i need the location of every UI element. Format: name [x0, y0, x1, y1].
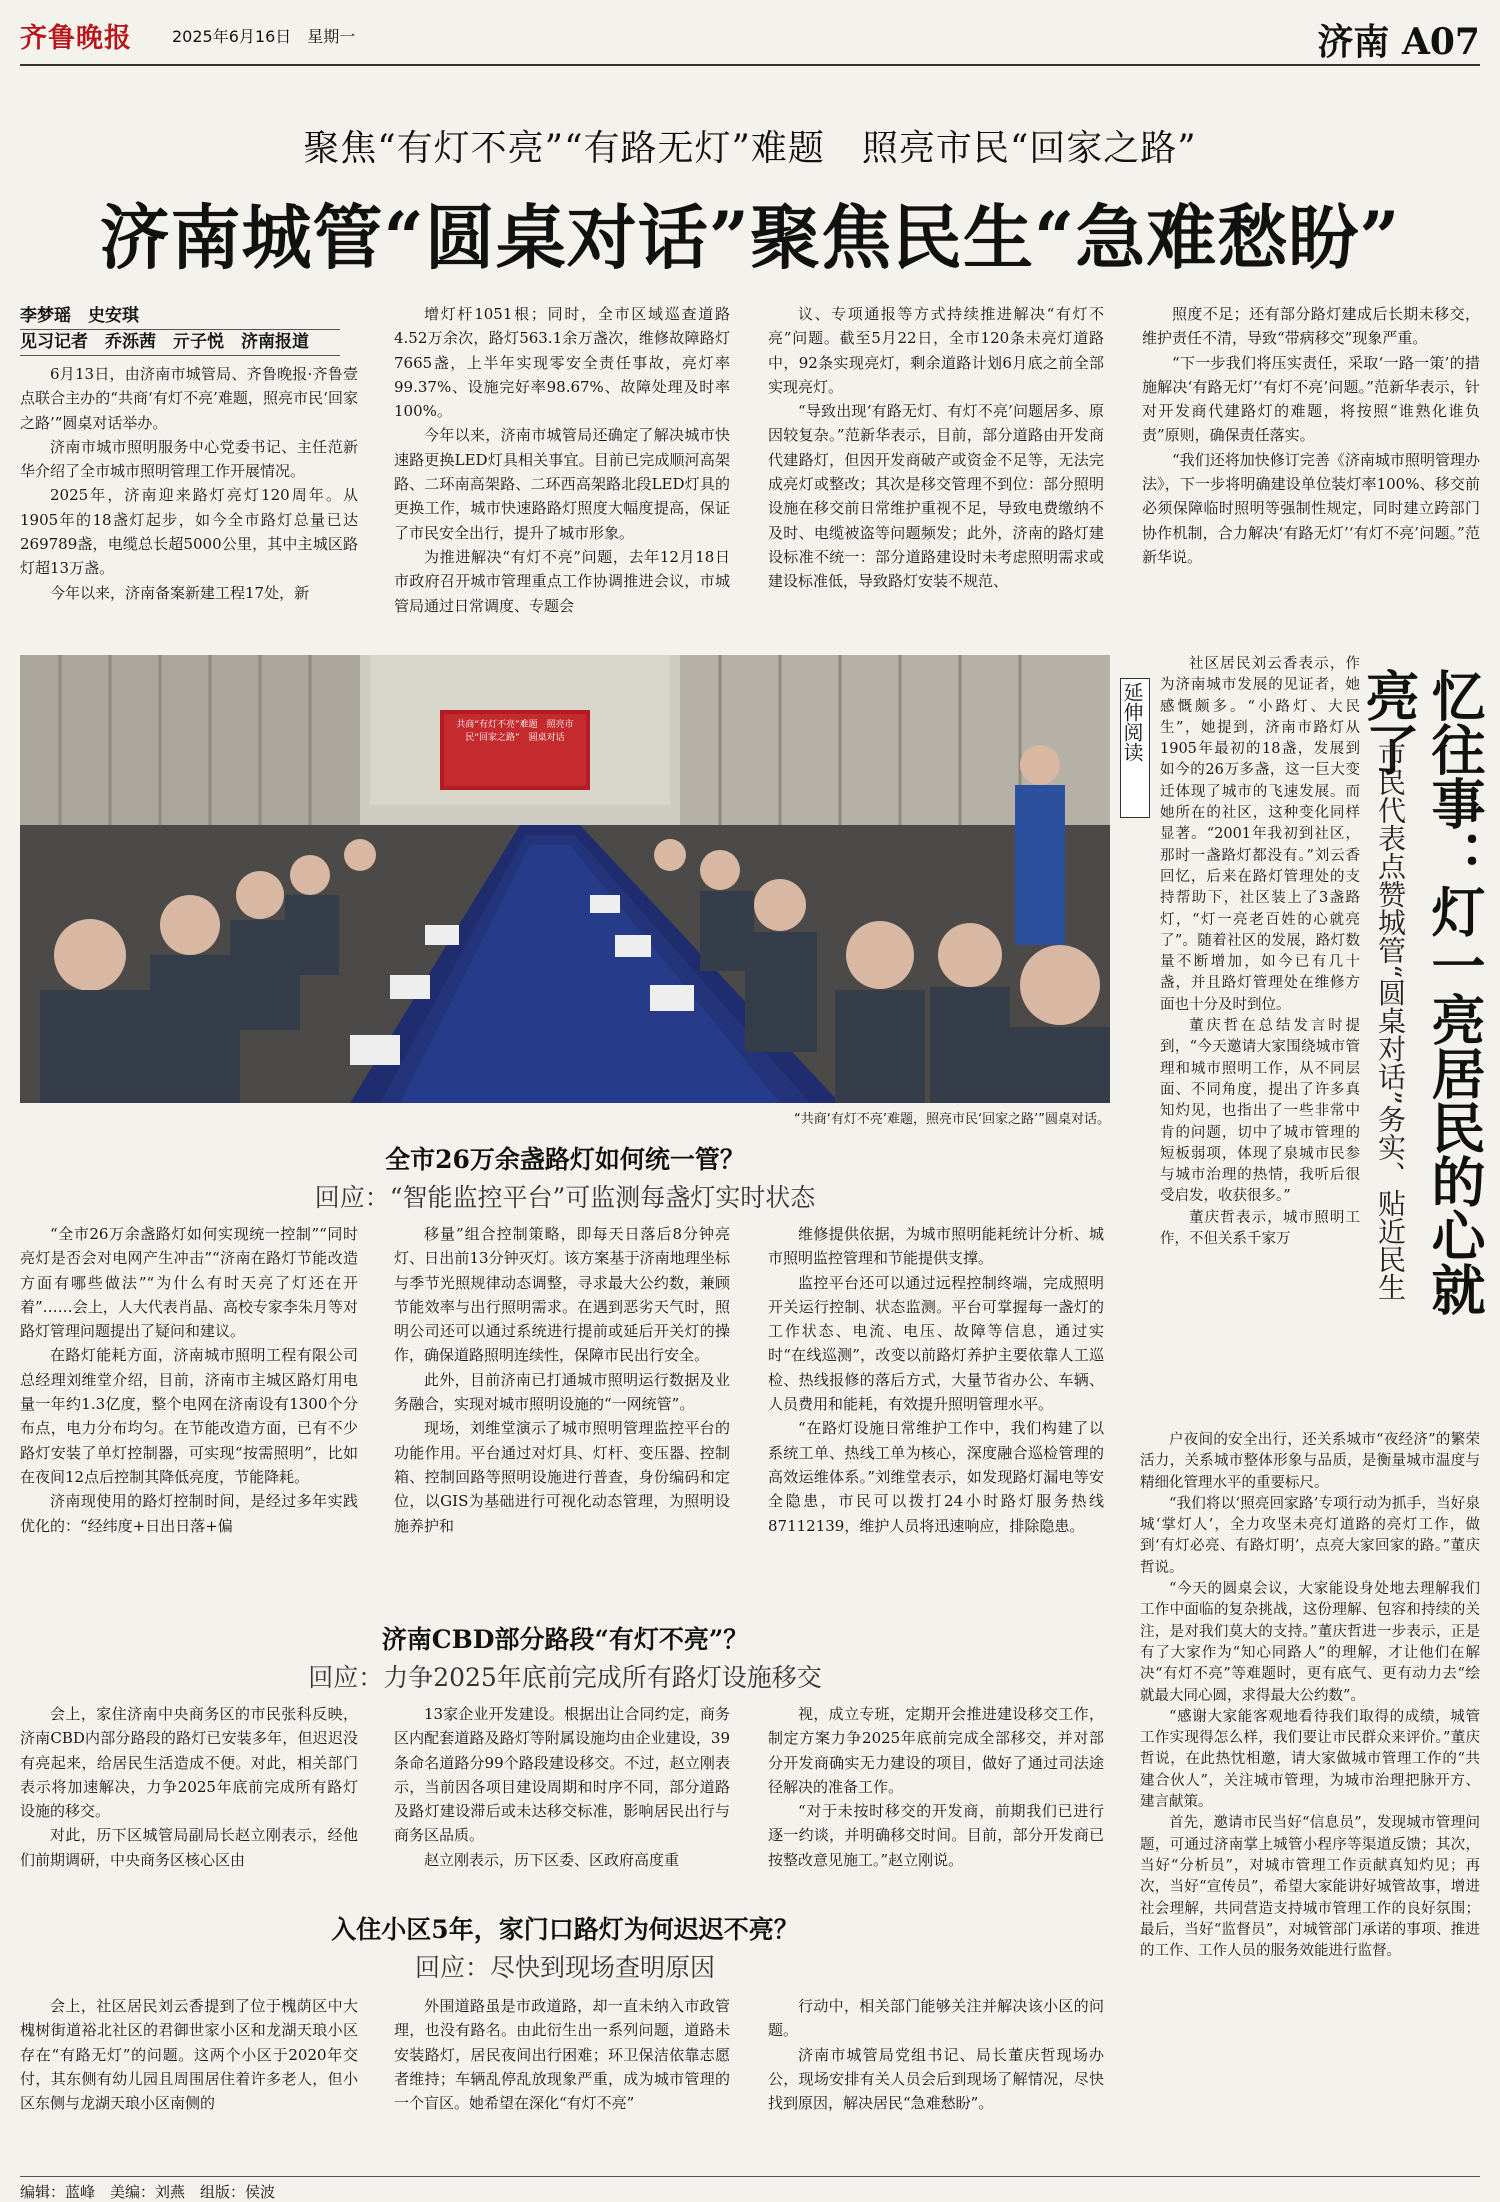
paragraph: 现场，刘维堂演示了城市照明管理监控平台的功能作用。平台通过对灯具、灯杆、变压器、控制箱、控制回路等照明设施进行普查，身份编码和定位，以GIS为基础进行可视化动态管理，为照明设施养护和 — [394, 1419, 730, 1535]
section2-column-1 — [20, 1702, 358, 1902]
intro-column-2 — [394, 302, 730, 647]
headline-title: 济南城管“圆桌对话”聚焦民生“急难愁盼” — [99, 196, 1401, 279]
byline-interns: 见习记者 乔泺茜 亓子悦 济南报道 — [20, 330, 340, 356]
paragraph: “导致出现‘有路无灯、有灯不亮’问题居多、原因较复杂。”范新华表示，目前，部分道路由开发商代建路灯，但因开发商破产或资金不足等，无法完成亮灯或整改；其次是移交管理不到位：部分照明设施在移交前日常维护重视不足，导致电费缴纳不及时、电缆被盗等问题频发；此外，济南的路灯建设标准不统一：部分道路建设时未考虑照明需求或建设标准低，导致路灯安装不规范、 — [768, 402, 1104, 591]
footer-credits: 编辑：蓝峰 美编：刘燕 组版：侯波 — [20, 2176, 1480, 2202]
paragraph: 户夜间的安全出行，还关系城市“夜经济”的繁荣活力，关系城市整体形象与品质，是衡量城市温度与精细化管理水平的重要标尺。 — [1140, 1432, 1480, 1491]
intro-column-4 — [1142, 302, 1480, 647]
paragraph: 6月13日，由济南市城管局、齐鲁晚报·齐鲁壹点联合主办的“共商‘有灯不亮’难题，照亮市民‘回家之路’”圆桌对话举办。 — [20, 365, 358, 432]
paragraph: 增灯杆1051根；同时，全市区域巡查道路4.52万余次，路灯563.1余万盏次，维修故障路灯7665盏，上半年实现零安全责任事故，亮灯率99.37%、设施完好率98.67%、故障处理及时率100%。 — [394, 305, 730, 421]
paragraph: 13家企业开发建设。根据出让合同约定，商务区内配套道路及路灯等附属设施均由企业建设，39条命名道路分99个路段建设移交。不过，赵立刚表示，当前因各项目建设周期和时序不同，部分道路及路灯建设滞后或未达移交标准，影响居民出行与商务区品质。 — [394, 1705, 730, 1845]
paragraph: 会上，家住济南中央商务区的市民张科反映，济南CBD内部分路段的路灯已安装多年，但迟迟没有亮起来，给居民生活造成不便。对此，相关部门表示将加速解决，力争2025年底前完成所有路灯设施的移交。 — [20, 1705, 358, 1821]
paragraph: 此外，目前济南已打通城市照明运行数据及业务融合，实现对城市照明设施的“一网统管”。 — [394, 1370, 730, 1414]
paragraph: 济南现使用的路灯控制时间，是经过多年实践优化的：“经纬度+日出日落+偏 — [20, 1492, 358, 1535]
paragraph: 济南市城管局党组书记、局长董庆哲现场办公，现场安排有关人员会后到现场了解情况，尽快找到原因，解决居民“急难愁盼”。 — [768, 2045, 1104, 2113]
section-page-label: 济南 A07 — [1317, 21, 1480, 63]
paragraph: 维修提供依据，为城市照明能耗统计分析、城市照明监控管理和节能提供支撑。 — [768, 1225, 1104, 1268]
extended-reading-tag: 延伸阅读 — [1120, 678, 1150, 818]
newspaper-logo: 齐鲁晚报 — [20, 23, 132, 54]
photo-caption: “共商‘有灯不亮’难题，照亮市民‘回家之路’”圆桌对话。 — [794, 1112, 1110, 1127]
paragraph: “对于未按时移交的开发商，前期我们已进行逐一约谈，并明确移交时间。目前，部分开发商已按整改意见施工。”赵立刚说。 — [768, 1802, 1104, 1869]
section2-answer: 回应：力争2025年底前完成所有路灯设施移交 — [308, 1663, 822, 1692]
paragraph: 董庆哲表示，城市照明工作，不但关系千家万 — [1160, 1209, 1360, 1248]
paragraph: 社区居民刘云香表示，作为济南城市发展的见证者，她感慨颇多。“小路灯、大民生”，她提到，济南市路灯从1905年最初的18盏，发展到如今的26万多盏，这一巨大变迁体现了城市的飞速发展。而她所在的社区，这种变化同样显著。“2001年我初到社区，那时一盏路灯都没有。”刘云香回忆，后来在路灯管理处的支持帮助下，社区装上了3盏路灯，“灯一亮老百姓的心就亮了”。随着社区的发展，路灯数量不断增加，如今已有几十盏，并且路灯管理处在维修方面也十分及时到位。 — [1160, 656, 1360, 1013]
paragraph: “今天的圆桌会议，大家能设身处地去理解我们工作中面临的复杂挑战，这份理解、包容和持续的关注，是对我们莫大的支持。”董庆哲进一步表示，正是有了大家作为“知心同路人”的理解，才让他们在解决“有灯不亮”等难题时，更有底气、更有动力去“绘就最大同心圆，求得最大公约数”。 — [1140, 1581, 1480, 1704]
section1-question: 全市26万余盏路灯如何统一管？ — [385, 1145, 745, 1174]
paragraph: 监控平台还可以通过远程控制终端，完成照明开关运行控制、状态监测。平台可掌握每一盏灯的工作状态、电流、电压、故障等信息，通过实时“在线巡测”，改变以前路灯养护主要依靠人工巡检、热线报修的落后方式，大量节省办公、车辆、人员费用和能耗，有效提升照明管理水平。 — [768, 1273, 1104, 1414]
paragraph: 董庆哲在总结发言时提到，“今天邀请大家围绕城市管理和城市照明工作，从不同层面、不同角度，提出了许多真知灼见，也指出了一些非常中肯的问题，切中了城市管理的短板弱项，体现了泉城市民参与城市治理的热情，我听后很受启发，收获很多。” — [1160, 1018, 1360, 1205]
section1-column-1 — [20, 1222, 358, 1612]
section3-column-2 — [394, 1994, 730, 2169]
paragraph: “全市26万余盏路灯如何实现统一控制”“同时亮灯是否会对电网产生冲击”“济南在路灯节能改造方面有哪些做法”“为什么有时天亮了灯还在开着”……会上，人大代表肖晶、高校专家李朱月等对路灯管理问题提出了疑问和建议。 — [20, 1225, 358, 1341]
paragraph: “下一步我们将压实责任，采取‘一路一策’的措施解决‘有路无灯’‘有灯不亮’问题。”范新华表示，针对开发商代建路灯的难题，将按照“谁熟化谁负责”原则，确保责任落实。 — [1142, 353, 1480, 445]
paragraph: 在路灯能耗方面，济南城市照明工程有限公司总经理刘维堂介绍，目前，济南市主城区路灯用电量一年约1.3亿度，整个电网在济南设有1300个分布点，电力分布均匀。在节能改造方面，已有不少路灯安装了单灯控制器，可实现“按需照明”，比如在夜间12点后控制其降低亮度，节能降耗。 — [20, 1346, 358, 1486]
paragraph: 为推进解决“有灯不亮”问题，去年12月18日市政府召开城市管理重点工作协调推进会议，市城管局通过日常调度、专题会 — [394, 547, 730, 615]
sidebar-text-top — [1160, 654, 1360, 1429]
section2-question: 济南CBD部分路段“有灯不亮”？ — [381, 1625, 749, 1654]
paragraph: 移量”组合控制策略，即每天日落后8分钟亮灯、日出前13分钟灭灯。该方案基于济南地理坐标与季节光照规律动态调整，寻求最大公约数，兼顾节能效率与出行照明需求。在遇到恶劣天气时，照明公司还可以通过系统进行提前或延后开关灯的操作，确保道路照明连续性，保障市民出行安全。 — [394, 1225, 730, 1365]
section1-column-3 — [768, 1222, 1104, 1612]
intro-column-1 — [20, 362, 358, 647]
paragraph: “感谢大家能客观地看待我们取得的成绩，城管工作实现得怎么样，我们要让市民群众来评价。”董庆哲说，在此热忱相邀，请大家做城市管理工作的“共建合伙人”，关注城市管理，为城市治理把脉开方、建言献策。 — [1140, 1708, 1480, 1811]
paragraph: 视，成立专班，定期开会推进建设移交工作，制定方案力争2025年底前完成全部移交，并对部分开发商确实无力建设的项目，做好了通过司法途径解决的准备工作。 — [768, 1705, 1104, 1796]
paragraph: 行动中，相关部门能够关注并解决该小区的问题。 — [768, 1997, 1104, 2040]
paragraph: 对此，历下区城管局副局长赵立刚表示，经他们前期调研，中央商务区核心区由 — [20, 1826, 358, 1869]
section3-column-3 — [768, 1994, 1104, 2169]
paragraph: 议、专项通报等方式持续推进解决“有灯不亮”问题。截至5月22日，全市120条未亮灯道路中，92条实现亮灯，剩余道路计划6月底之前全部实现亮灯。 — [768, 305, 1104, 396]
section3-question: 入住小区5年，家门口路灯为何迟迟不亮？ — [331, 1915, 799, 1944]
byline — [20, 304, 340, 356]
roundtable-photo — [20, 655, 1110, 1103]
intro-column-3 — [768, 302, 1104, 647]
section1-answer: 回应：“智能监控平台”可监测每盏灯实时状态 — [314, 1183, 816, 1212]
section1-column-2 — [394, 1222, 730, 1612]
paragraph: “我们将以‘照亮回家路’专项行动为抓手，当好泉城‘掌灯人’，全力攻坚未亮灯道路的亮灯工作，做到‘有灯必亮、有路灯明’，点亮大家回家的路。”董庆哲说。 — [1140, 1495, 1480, 1576]
sidebar-title: 忆往事：灯一亮居民的心就亮了 — [1357, 668, 1487, 1316]
masthead — [20, 6, 1480, 66]
paragraph: 首先，邀请市民当好“信息员”，发现城市管理问题，可通过济南掌上城管小程序等渠道反馈；其次，当好“分析员”，对城市管理工作贡献真知灼见；再次，当好“宣传员”，希望大家能讲好城管故事，增进社会理解，共同营造支持城市管理工作的良好氛围；最后，当好“监督员”，对城管部门承诺的事项、推进的工作、工作人员的服务效能进行监督。 — [1140, 1815, 1480, 1960]
paragraph: “在路灯设施日常维护工作中，我们构建了以系统工单、热线工单为核心，深度融合巡检管理的高效运维体系。”刘维堂表示，如发现路灯漏电等安全隐患，市民可以拨打24小时路灯服务热线87112139，维护人员将迅速响应，排除隐患。 — [768, 1419, 1104, 1535]
paragraph: “我们还将加快修订完善《济南城市照明管理办法》，下一步将明确建设单位装灯率100%、移交前必须保障临时照明等强制性规定，同时建立跨部门协作机制，合力解决‘有路无灯’‘有灯不亮’问题。”范新华说。 — [1142, 450, 1480, 566]
section2-column-2 — [394, 1702, 730, 1902]
section3-column-1 — [20, 1994, 358, 2169]
paragraph: 照度不足；还有部分路灯建成后长期未移交，维护责任不清，导致“带病移交”现象严重。 — [1142, 305, 1480, 348]
section3-answer: 回应：尽快到现场查明原因 — [414, 1953, 715, 1982]
paragraph: 会上，社区居民刘云香提到了位于槐荫区中大槐树街道裕北社区的君御世家小区和龙湖天琅小区存在“有路无灯”的问题。这两个小区于2020年交付，其东侧有幼儿园且周围居住着许多老人，但小区东侧与龙湖天琅小区南侧的 — [20, 1997, 358, 2113]
sidebar-text-bottom — [1140, 1430, 1480, 2170]
paragraph: 2025年，济南迎来路灯亮灯120周年。从1905年的18盏灯起步，如今全市路灯总量已达269789盏，电缆总长超5000公里，其中主城区路灯超13万盏。 — [20, 486, 358, 578]
paragraph: 外围道路虽是市政道路，却一直未纳入市政管理，也没有路名。由此衍生出一系列问题，道路未安装路灯，居民夜间出行困难；环卫保洁依靠志愿者维持；车辆乱停乱放现象严重，成为城市管理的一个盲区。她希望在深化“有灯不亮” — [394, 1997, 730, 2113]
byline-reporters: 李梦瑶 史安琪 — [20, 304, 340, 330]
paragraph: 济南市城市照明服务中心党委书记、主任范新华介绍了全市城市照明管理工作开展情况。 — [20, 437, 358, 481]
paragraph: 今年以来，济南备案新建工程17处，新 — [50, 583, 310, 602]
issue-date: 2025年6月16日 星期一 — [172, 27, 356, 46]
paragraph: 今年以来，济南市城管局还确定了解决城市快速路更换LED灯具相关事宜。目前已完成顺河高架路、二环南高架路、二环西高架路北段LED灯具的更换工作，城市快速路路灯照度大幅度提高，保证了市民安全出行，提升了城市形象。 — [394, 426, 730, 542]
headline-subtitle: 聚焦“有灯不亮”“有路无灯”难题 照亮市民“回家之路” — [303, 128, 1197, 169]
section2-column-3 — [768, 1702, 1104, 1902]
projector-screen-text: 共商“有灯不亮”难题 照亮市民“回家之路” 圆桌对话 — [456, 720, 574, 743]
sidebar-subtitle: 市民代表点赞城管“圆桌对话”务实、贴近民生 — [1374, 740, 1407, 1301]
paragraph: 赵立刚表示，历下区委、区政府高度重 — [424, 1850, 680, 1869]
